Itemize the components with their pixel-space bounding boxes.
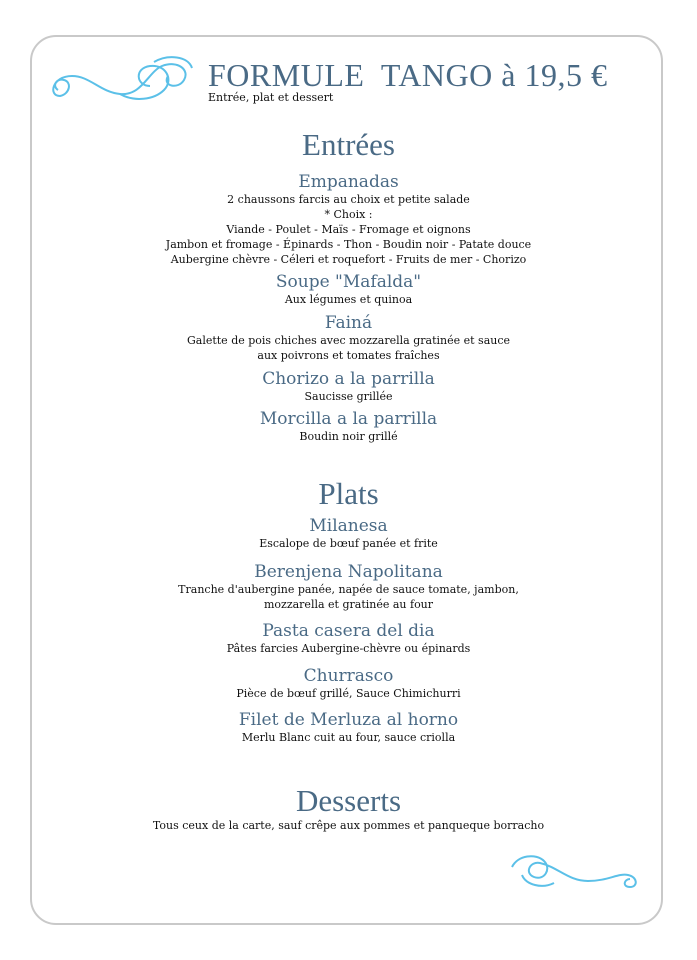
item-name: Empanadas xyxy=(298,172,399,192)
item-name: Chorizo a la parrilla xyxy=(262,369,435,389)
item-desc: Jambon et fromage - Épinards - Thon - Boudin noir - Patate douce xyxy=(165,238,532,251)
item-desc: Saucisse grillée xyxy=(304,390,393,403)
swirl-ornament-icon xyxy=(508,845,643,895)
item-desc: Pâtes farcies Aubergine-chèvre ou épinards xyxy=(226,642,471,655)
section-title: Entrées xyxy=(302,127,395,162)
menu-item xyxy=(0,173,697,267)
item-desc: Galette de pois chiches avec mozzarella gratinée et sauce xyxy=(186,334,511,347)
menu-header xyxy=(208,57,608,104)
menu-item xyxy=(0,410,697,444)
menu-item xyxy=(0,667,697,701)
item-name: Berenjena Napolitana xyxy=(254,562,443,582)
item-desc: * Choix : xyxy=(324,208,373,221)
item-desc: Boudin noir grillé xyxy=(299,430,398,443)
item-name: Filet de Merluza al horno xyxy=(238,710,459,730)
item-desc: Tranche d'aubergine panée, napée de sauce tomate, jambon, xyxy=(178,583,519,596)
item-desc: mozzarella et gratinée au four xyxy=(263,598,434,611)
section-title: Plats xyxy=(318,476,379,511)
section-title: Desserts xyxy=(295,783,402,818)
desserts-desc: Tous ceux de la carte, sauf crêpe aux pommes et panqueque borracho xyxy=(152,819,545,832)
menu-item xyxy=(0,622,697,656)
swirl-ornament-icon xyxy=(50,52,200,112)
section-desserts xyxy=(0,784,697,833)
item-name: Morcilla a la parrilla xyxy=(259,409,438,429)
item-desc: Viande - Poulet - Maïs - Fromage et oignons xyxy=(226,223,471,236)
item-desc: aux poivrons et tomates fraîches xyxy=(257,349,440,362)
menu-item xyxy=(0,563,697,612)
item-name: Milanesa xyxy=(309,516,388,536)
item-name: Churrasco xyxy=(303,666,394,686)
section-plats xyxy=(0,477,697,511)
item-desc: Aubergine chèvre - Céleri et roquefort - Fruits de mer - Chorizo xyxy=(170,253,527,266)
item-desc: Aux légumes et quinoa xyxy=(284,293,413,306)
menu-item xyxy=(0,370,697,404)
menu-item xyxy=(0,711,697,745)
item-desc: 2 chaussons farcis au choix et petite salade xyxy=(227,193,470,206)
item-name: Fainá xyxy=(324,313,373,333)
item-name: Soupe "Mafalda" xyxy=(275,272,422,292)
item-desc: Pièce de bœuf grillé, Sauce Chimichurri xyxy=(236,687,461,700)
formula-title: FORMULE TANGO à 19,5 € xyxy=(208,57,608,93)
menu-item xyxy=(0,517,697,551)
item-name: Pasta casera del dia xyxy=(262,621,435,641)
formula-subtitle: Entrée, plat et dessert xyxy=(208,91,334,104)
item-desc: Merlu Blanc cuit au four, sauce criolla xyxy=(241,731,456,744)
section-entrees xyxy=(0,128,697,162)
menu-item xyxy=(0,273,697,307)
item-desc: Escalope de bœuf panée et frite xyxy=(259,537,438,550)
menu-item xyxy=(0,314,697,363)
